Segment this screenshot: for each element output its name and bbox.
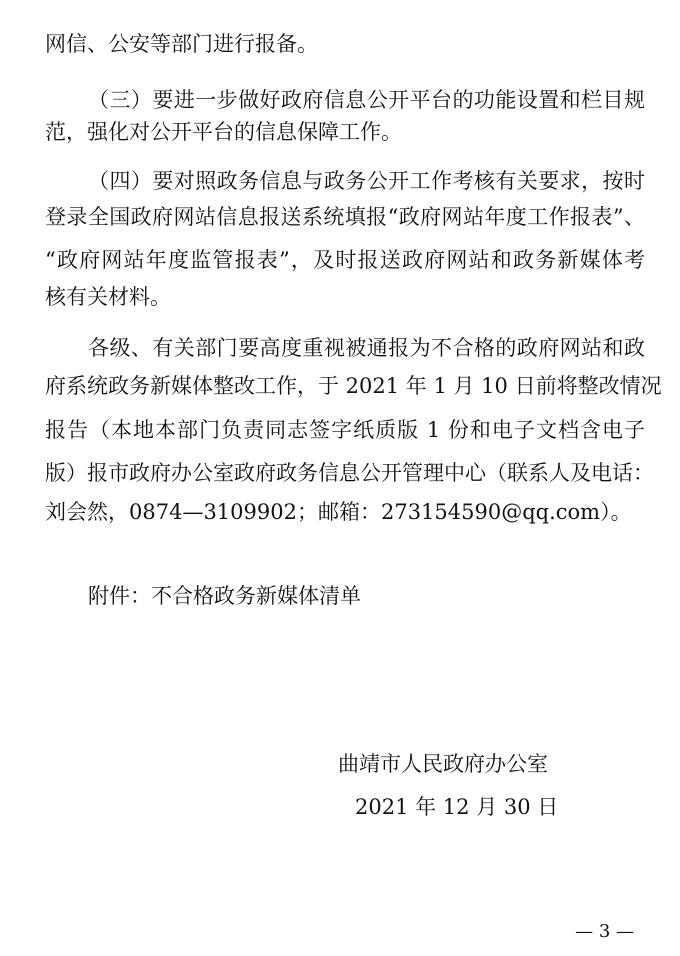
paragraph-line: 版）报市政府办公室政府政务信息公开管理中心（联系人及电话： <box>45 461 654 485</box>
paragraph-line: 登录全国政府网站信息报送系统填报“政府网站年度工作报表”、 <box>45 205 645 229</box>
paragraph-line: 核有关材料。 <box>45 285 171 309</box>
issuer-name: 曲靖市人民政府办公室 <box>338 752 548 776</box>
paragraph-line: “政府网站年度监管报表”，及时报送政府网站和政务新媒体考 <box>45 248 645 272</box>
paragraph-line: 范，强化对公开平台的信息保障工作。 <box>45 120 402 144</box>
page-number: — 3 — <box>575 921 634 942</box>
issue-date: 2021 年 12 月 30 日 <box>355 795 559 819</box>
paragraph-line: （三）要进一步做好政府信息公开平台的功能设置和栏目规 <box>88 88 645 112</box>
paragraph-line: 各级、有关部门要高度重视被通报为不合格的政府网站和政 <box>88 336 645 360</box>
paragraph-line: 网信、公安等部门进行报备。 <box>45 32 318 56</box>
attachment-note: 附件：不合格政务新媒体清单 <box>88 584 361 608</box>
paragraph-line: 府系统政务新媒体整改工作，于 2021 年 1 月 10 日前将整改情况 <box>45 374 662 398</box>
paragraph-line: 报告（本地本部门负责同志签字纸质版 1 份和电子文档含电子 <box>45 418 645 442</box>
paragraph-line: 刘会然，0874—3109902；邮箱：273154590@qq.com）。 <box>45 500 632 524</box>
paragraph-line: （四）要对照政务信息与政务公开工作考核有关要求，按时 <box>88 169 645 193</box>
